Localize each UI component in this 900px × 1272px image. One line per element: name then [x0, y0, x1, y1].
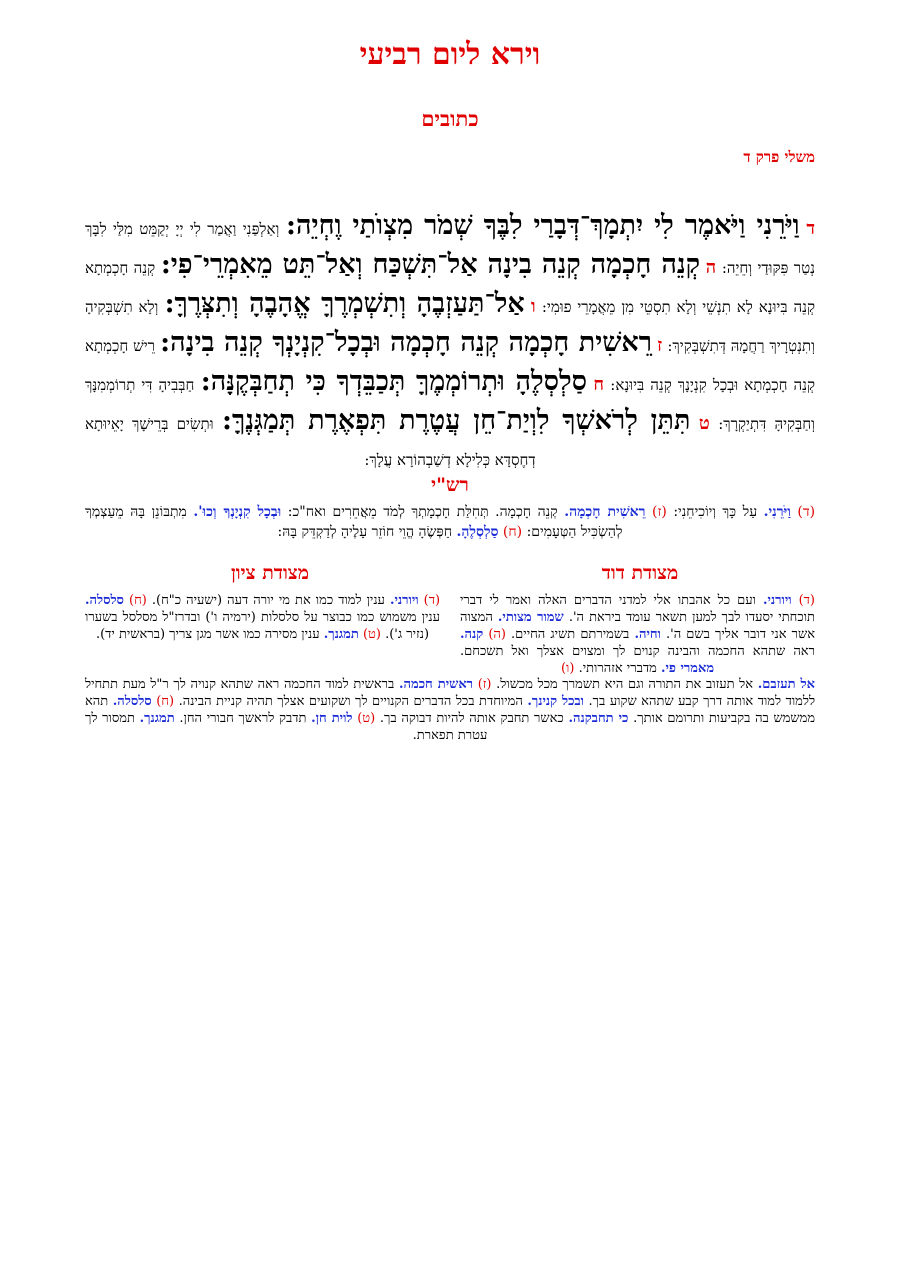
- rashi-keyword: וַיֹּרֵנִי.: [763, 504, 791, 520]
- metzudat-zion-title: מצודת ציון: [230, 562, 310, 584]
- verse: [85, 405, 710, 469]
- verse-targum: וְלָא תִשְׁבְּקִיהָ וְתִנְטְרָיךְ רַחֲמָהּ דְּתִשְׁבְּקִיךְ:: [85, 298, 815, 355]
- mz-text: ענין משמוש כמו כבוצר על סלסלות (ירמיה ו') ובדרז"ל מסלסל בשערו (נזיר ג').: [85, 610, 440, 642]
- rashi-text: מִתְבּוֹנֵן בָּהּ מֵעַצְמְךָ לְהַשְׂכִּיל הַטְּעָמִים:: [85, 504, 623, 540]
- rashi-ref: (ז): [652, 504, 667, 520]
- verse-number: ה: [705, 257, 717, 278]
- mz-keyword: תמגנך.: [323, 627, 359, 642]
- md-keyword: ראשית חכמה.: [398, 677, 474, 692]
- rashi-commentary: [85, 502, 815, 542]
- md-ref: (ט): [357, 711, 376, 726]
- md-keyword: לוית חן.: [311, 711, 353, 726]
- metzudat-david-continued: [85, 676, 815, 744]
- mz-ref: (ט): [362, 627, 381, 642]
- verse-hebrew: קְנֵה חָכְמָה קְנֵה בִינָה אַל־תִּשְׁכַּח וְאַל־תֵּט מֵאִמְרֵי־פִי:: [160, 249, 701, 280]
- mz-keyword: ויורני.: [389, 593, 419, 608]
- md-ref: (ח): [156, 694, 175, 709]
- verse-targum: וּתְשִׂים בְּרֵישָׁךְ יָאֵיוּתָא דְחֶסְדָּא כְּלִילָא דְשַׁבְהוֹרָא עֲלָךְ:: [85, 415, 536, 469]
- md-ref: (ד): [798, 593, 816, 608]
- verse-hebrew: סַלְסְלֶהָ וּתְרוֹמְמֶךָּ תְּכַבֵּדְךָ כִּי תְחַבְּקֶנָּה:: [200, 366, 587, 397]
- rashi-keyword: סַלְסְלֶהָ.: [456, 524, 499, 540]
- metzudat-david-title: מצודת דוד: [601, 562, 679, 584]
- verse-number: ז: [657, 335, 663, 356]
- rashi-ref: (ד): [797, 504, 816, 520]
- rashi-ref: (ח): [502, 524, 523, 540]
- verse-number: ח: [593, 374, 604, 395]
- verse-number: ד: [806, 218, 815, 239]
- mz-keyword: סלסלה.: [85, 593, 124, 608]
- verse-targum: וְאַלְפַּנִי וַאֲמַר לִי יְיָ יְקַמֵּט מִלַּי לִבָּךְ נְטַר פִּקּוּדַי וְחֵיֵה:: [85, 220, 816, 277]
- verse-number: ו: [531, 296, 536, 317]
- md-keyword: תמגנך.: [139, 711, 175, 726]
- verses-block: [85, 208, 815, 478]
- md-keyword: קנה.: [460, 627, 484, 642]
- rashi-keyword: וּבְכָל קִנְיָנְךָ וְכוּ'.: [193, 504, 282, 520]
- md-keyword: ויורני.: [762, 593, 792, 608]
- verse-hebrew: וַיֹּרֵנִי וַיֹּאמֶר לִי יִתְמָךְ־דְּבָרַי לִבֶּךָ שְׁמֹר מִצְוֺתַי וֶחְיֵה:: [286, 210, 800, 241]
- md-ref: (ז): [477, 677, 492, 692]
- md-keyword: שמור מצותי.: [497, 610, 564, 625]
- mz-text: ענין למוד כמו את מי יורה דעה (ישעיה כ"ח).: [151, 593, 385, 608]
- page-title: וירא ליום רביעי: [359, 37, 541, 72]
- md-text: בראשית למוד החכמה ראה שתהא קנויה לך ר"ל מעת תתחיל ללמוד למוד אותה דרך קבע שתהא שקוע בך.: [85, 677, 816, 709]
- rashi-keyword: רֵאשִׁית חָכְמָה.: [564, 504, 646, 520]
- md-text: מדברי אזהרותי.: [578, 661, 657, 676]
- mz-ref: (ח): [129, 593, 147, 608]
- md-keyword: מאמרי פי.: [660, 661, 715, 676]
- md-text: תדבק לראשך חבורי החן.: [179, 711, 307, 726]
- md-keyword: ובכל קנינך.: [527, 694, 585, 709]
- chapter-heading: משלי פרק ד: [743, 148, 815, 166]
- metzudat-zion-column: [85, 592, 440, 643]
- md-ref: (ה): [488, 627, 506, 642]
- md-keyword: וחיה.: [634, 627, 661, 642]
- rashi-text: חַפְּשֶׂהָ הֱוֵי חוֹזֵר עָלֶיהָ לְדַקְדֵּק בָּהּ:: [277, 524, 453, 540]
- verse-hebrew: אַל־תַּעַזְבֶהָ וְתִשְׁמְרֶךָּ אֱהָבֶהָ וְתִצְּרֶךָּ:: [164, 288, 525, 319]
- md-text: המיוחדת בכל הדברים הקנויים לך ושקועים אצלך תהיה קניית הבינה.: [178, 694, 523, 709]
- mz-text: ענין מסירה כמו אשר מגן צריך (בראשית יד).: [95, 627, 320, 642]
- md-text: ועם כל אהבתו אלי למדני הדברים האלה ואמר לי דברי תוכחתי יסעדו לבך למען תשאר עומד ביראת ה'.: [460, 593, 815, 625]
- md-text: תהא ממשמש בה בקביעות ותרומם אותך.: [85, 694, 816, 726]
- verse-targum: קְנֵה חָכְמְתָא קְנֵה בִּיוּנָא לָא תִנְשֵׁי וְלָא תִסְטֵי מִן מֵאֲמָרֵי פוּמִי:: [85, 259, 816, 316]
- md-text: ראה שתהא החכמה והבינה קנוים לך ומצוים אצלך ואל תשכחם.: [460, 644, 815, 659]
- md-keyword: סלסלה.: [112, 694, 152, 709]
- metzudat-david-column: [460, 592, 815, 677]
- rashi-title: רש"י: [431, 474, 469, 496]
- verse-number: ט: [698, 413, 710, 434]
- md-text: המצוה אשר אני דובר אליך בשם ה'.: [460, 610, 815, 642]
- verse-hebrew: תִּתֵּן לְרֹאשְׁךָ לִוְיַת־חֵן עֲטֶרֶת תִּפְאֶרֶת תְּמַגְּנֶךָּ:: [221, 405, 691, 436]
- md-text: בשמירתם תשיג החיים.: [511, 627, 630, 642]
- md-keyword: אל תעזבם.: [757, 677, 815, 692]
- verse-targum: חַבְּבִיהָ דִּי תְרוֹמְמִנָּךְ וְחַבְּקִיהָּ דִּתְיַקְרָךְ:: [85, 376, 815, 433]
- md-text: תמסור לך עטרת תפארת.: [85, 711, 488, 743]
- md-text: אל תעזוב את התורה וגם היא תשמרך מכל מכשול.: [496, 677, 754, 692]
- mz-ref: (ד): [423, 593, 441, 608]
- rashi-text: עַל כָּךְ וְיוֹכִיחֵנִי:: [673, 504, 758, 520]
- rashi-text: קְנֵה חָכְמָה. תְּחִלַּת חָכְמָתְךָ לְמֹד מֵאֲחֵרִים ואח"כ:: [287, 504, 558, 520]
- md-keyword: כי תחבקנה.: [568, 711, 629, 726]
- verse-hebrew: רֵאשִׁית חָכְמָה קְנֵה חָכְמָה וּבְכָל־קִנְיָנְךָ קְנֵה בִינָה:: [160, 327, 652, 358]
- section-title: כתובים: [421, 106, 479, 131]
- md-ref: (ו): [560, 661, 575, 676]
- md-text: כאשר תחבק אותה להיות דבוקה בך.: [379, 711, 564, 726]
- verse-targum: רֵישׁ חָכְמְתָא קְנֵה חָכְמְתָא וּבְכָל קִנְיָנָךְ קְנֵה בִּיוּנָא:: [85, 337, 816, 394]
